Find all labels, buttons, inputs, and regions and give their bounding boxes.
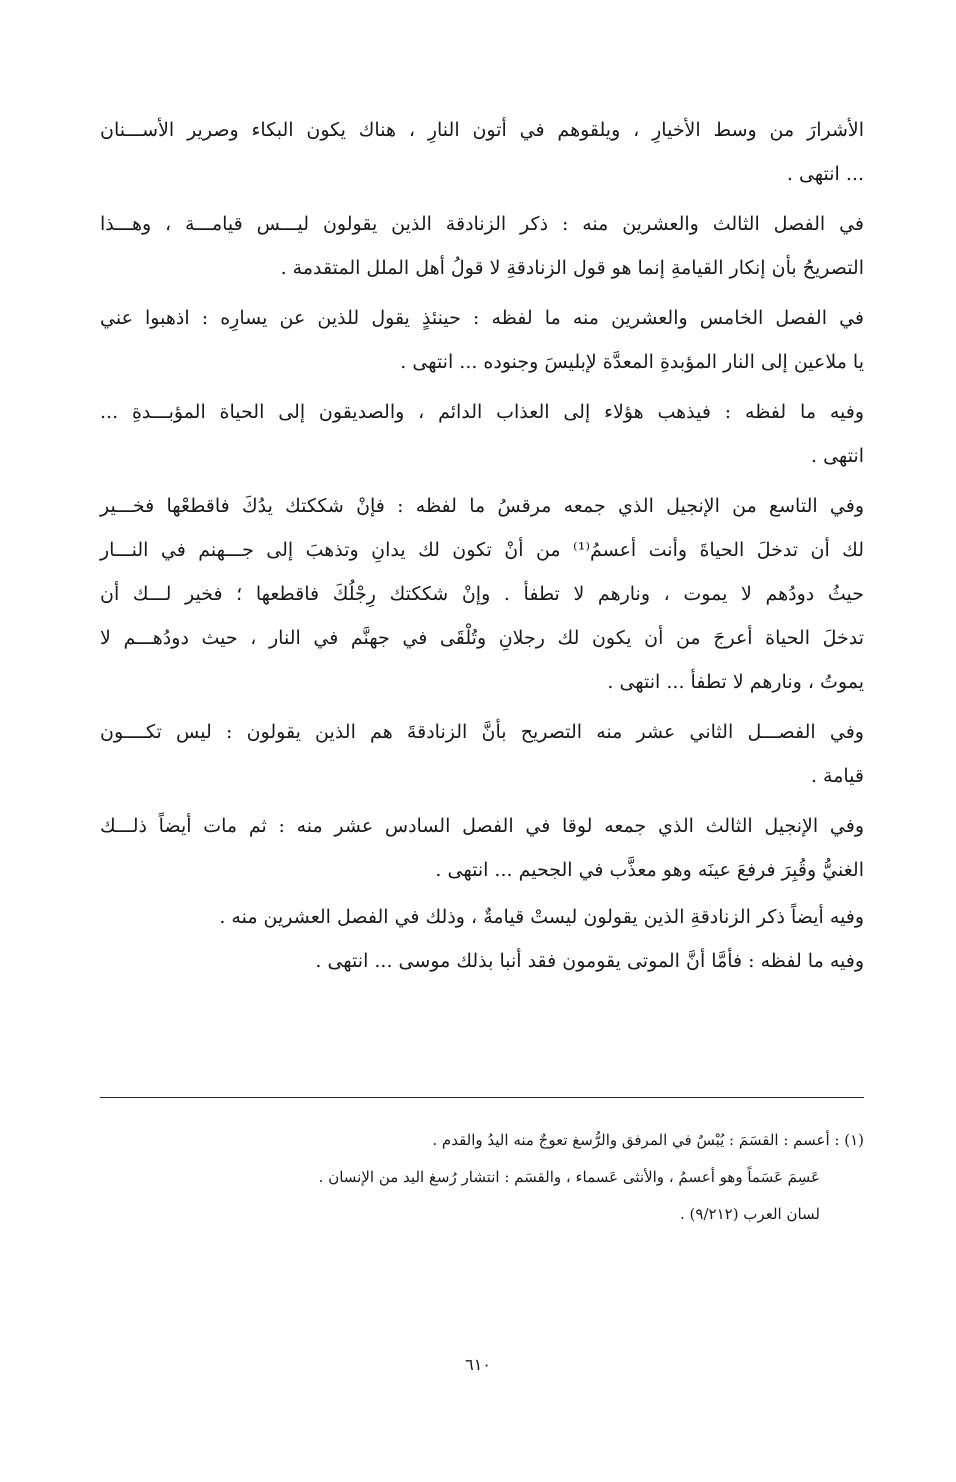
paragraph-6 xyxy=(100,710,864,798)
main-text xyxy=(100,108,864,986)
text-line: وفيه ما لفظه : فيذهب هؤلاء إلى العذاب الدائم ، والصديقون إلى الحياة المؤبـــدةِ ... xyxy=(100,401,864,423)
text-line: وفي التاسع من الإنجيل الذي جمعه مرقسُ ما لفظه : فإنْ شككتك يدُكَ فاقطعْها فخـــير xyxy=(100,495,864,517)
text-line: الأشرارَ من وسط الأخيارِ ، ويلقوهم في أتون النارِ ، هناك يكون البكاء وصرير الأســـنان xyxy=(100,119,864,141)
paragraph-9 xyxy=(100,942,864,980)
text-line: ... انتهى . xyxy=(786,163,864,185)
text-line: انتهى . xyxy=(811,445,864,467)
footnote-line: (١) : أعسم : القسَمَ : يُبْسٌ في المرفق والرُّسغ تعوجٌ منه اليدُ والقدم . xyxy=(432,1131,864,1149)
text-line: الغنيُّ وقُبِرَ فرفعَ عينَه وهو معذَّب في الجحيم ... انتهى . xyxy=(435,859,864,881)
paragraph-8 xyxy=(100,898,864,936)
footnote-separator xyxy=(100,1097,864,1098)
text-line: وفيه أيضاً ذكر الزنادقةِ الذين يقولون ليستْ قيامةٌ ، وذلك في الفصل العشرين منه . xyxy=(219,906,864,928)
text-line: لك أن تدخلَ الحياةَ وأنت أعسمُ⁽¹⁾ من أنْ تكون لك يدانِ وتذهبَ إلى جـــهنم في النـــار xyxy=(100,539,864,561)
paragraph-5 xyxy=(100,484,864,704)
text-line: في الفصل الخامس والعشرين منه ما لفظه : حينئذٍ يقول للذين عن يسارِه : اذهبوا عني xyxy=(100,307,864,329)
paragraph-2 xyxy=(100,202,864,290)
text-line: التصريحُ بأن إنكار القيامةِ إنما هو قول الزنادقةِ لا قولُ أهل الملل المتقدمة . xyxy=(280,257,864,279)
text-line: وفيه ما لفظه : فأمَّا أنَّ الموتى يقومون فقد أنبا بذلك موسى ... انتهى . xyxy=(315,950,864,972)
footnote-line: عَسِمَ عَسَماً وهو أعسمُ ، والأنثى عَسماء ، والقسَم : انتشار رُسغ اليد من الإنسان . xyxy=(318,1168,820,1186)
text-line: يا ملاعين إلى النار المؤبدةِ المعدَّة لإبليسَ وجنوده ... انتهى . xyxy=(400,351,864,373)
text-line: وفي الإنجيل الثالث الذي جمعه لوقا في الفصل السادس عشر منه : ثم مات أيضاً ذلـــك xyxy=(100,815,864,837)
paragraph-1 xyxy=(100,108,864,196)
paragraph-4 xyxy=(100,390,864,478)
text-line: قيامة . xyxy=(810,765,864,787)
footnote-line: لسان العرب (٩/٢١٢) . xyxy=(680,1205,820,1223)
paragraph-7 xyxy=(100,804,864,892)
footnotes xyxy=(140,1122,864,1233)
text-line: وفي الفصـــل الثاني عشر منه التصريح بأنَّ الزنادقةَ هم الذين يقولون : ليس تكــــون xyxy=(100,721,864,743)
paragraph-3 xyxy=(100,296,864,384)
text-line: تدخلَ الحياة أعرجَ من أن يكون لك رجلانِ وتُلْقَى في جهنَّم في النار ، حيث دودُهـــم لا xyxy=(100,627,864,649)
text-line: يموتُ ، ونارهم لا تطفأ ... انتهى . xyxy=(607,671,864,693)
text-line: حيثُ دودُهم لا يموت ، ونارهم لا تطفأ . وإنْ شككتك رِجْلُكَ فاقطعها ؛ فخير لـــك أن xyxy=(100,583,864,605)
text-line: في الفصل الثالث والعشرين منه : ذكر الزنادقة الذين يقولون ليـــس قيامـــة ، وهـــذا xyxy=(100,213,864,235)
page-number: ٦١٠ xyxy=(465,1355,491,1374)
